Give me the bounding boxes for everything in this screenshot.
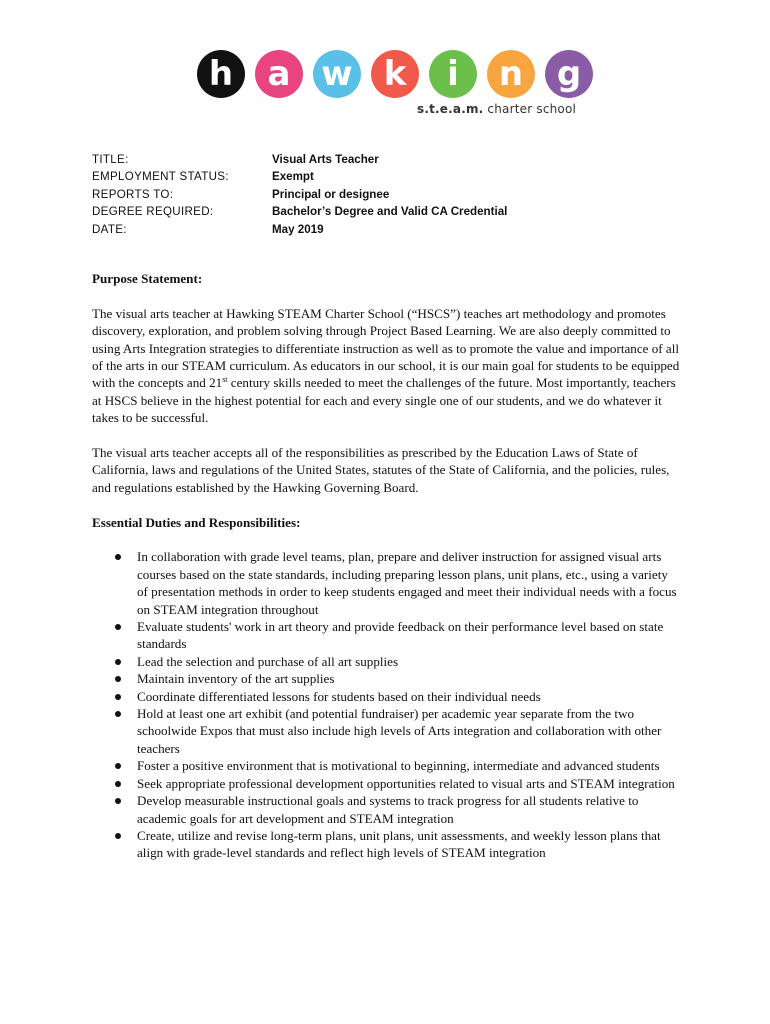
info-label: EMPLOYMENT STATUS: — [92, 170, 229, 184]
logo-letter-a: a — [255, 50, 303, 98]
info-value: Principal or designee — [272, 187, 390, 201]
hawking-logo — [197, 50, 582, 120]
info-value: Visual Arts Teacher — [272, 153, 379, 166]
list-item: In collaboration with grade level teams, plan, prepare and deliver instruction for assigned visual arts courses based on the state standards, including preparing lesson plans, unit plans, etc., using a variety of presentation methods in order to keep students engaged and meet their individual needs with a focus on STEAM integration throughout — [92, 548, 682, 618]
duties-list — [92, 548, 682, 861]
list-item: Lead the selection and purchase of all art supplies — [92, 653, 682, 670]
logo-tagline-steam: s.t.e.a.m. — [417, 102, 484, 116]
list-item: Seek appropriate professional development opportunities related to visual arts and STEAM integration — [92, 775, 682, 792]
info-row-title — [92, 151, 692, 168]
logo-letter-i: i — [429, 50, 477, 98]
job-info-table — [92, 151, 692, 238]
document-body — [92, 270, 682, 862]
purpose-text-b: century skills needed to meet the challenges of the future. Most importantly, teachers at HSCS believe in the highest potential for each and every single one of our students, and we do whatever it takes to be successful. — [92, 375, 676, 426]
info-value: May 2019 — [272, 222, 324, 236]
logo-letter-w: w — [313, 50, 361, 98]
info-row-date — [92, 221, 692, 238]
logo-letter-k: k — [371, 50, 419, 98]
info-label: DEGREE REQUIRED: — [92, 205, 214, 219]
info-value: Exempt — [272, 170, 314, 184]
info-row-degree-required — [92, 203, 692, 220]
logo-letter-h: h — [197, 50, 245, 98]
info-row-reports-to — [92, 186, 692, 203]
list-item: Develop measurable instructional goals and systems to track progress for all students relative to academic goals for art development and STEAM integration — [92, 792, 682, 827]
logo-tagline — [417, 102, 576, 116]
list-item: Evaluate students' work in art theory and provide feedback on their performance level based on state standards — [92, 618, 682, 653]
list-item: Foster a positive environment that is motivational to beginning, intermediate and advanced students — [92, 757, 682, 774]
purpose-paragraph-1 — [92, 305, 682, 427]
list-item: Maintain inventory of the art supplies — [92, 670, 682, 687]
purpose-text-a: The visual arts teacher at Hawking STEAM Charter School (“HSCS”) teaches art methodology and promotes discovery, exploration, and problem solving through Project Based Learning. We are also deeply committed to using Arts Integration strategies to differentiate instruction as well as to promote the value and importance of all of the arts in our STEAM curriculum. As educators in our school, it is our main goal for students to be equipped with the concepts and 21 — [92, 305, 680, 391]
info-label: DATE: — [92, 222, 127, 236]
purpose-paragraph-2: The visual arts teacher accepts all of the responsibilities as prescribed by the Education Laws of State of California, laws and regulations of the United States, statutes of the State of California, and the policies, rules, and regulations established by the Hawking Governing Board. — [92, 445, 670, 495]
logo-letters — [197, 50, 593, 98]
logo-tagline-rest: charter school — [483, 102, 577, 116]
duties-heading: Essential Duties and Responsibilities: — [92, 514, 301, 530]
info-value: Bachelor’s Degree and Valid CA Credential — [272, 205, 508, 219]
info-label: TITLE: — [92, 153, 129, 166]
purpose-superscript: st — [222, 375, 228, 385]
list-item: Hold at least one art exhibit (and potential fundraiser) per academic year separate from the two schoolwide Expos that must also include high levels of Arts integration and collaboration with other teachers — [92, 705, 682, 757]
info-row-employment-status — [92, 168, 692, 185]
purpose-heading: Purpose Statement: — [92, 271, 203, 286]
logo-letter-n: n — [487, 50, 535, 98]
logo-letter-g: g — [545, 50, 593, 98]
list-item: Coordinate differentiated lessons for students based on their individual needs — [92, 688, 682, 705]
info-label: REPORTS TO: — [92, 187, 174, 201]
list-item: Create, utilize and revise long-term plans, unit plans, unit assessments, and weekly lesson plans that align with grade-level standards and reflect high levels of STEAM integration — [92, 827, 682, 862]
